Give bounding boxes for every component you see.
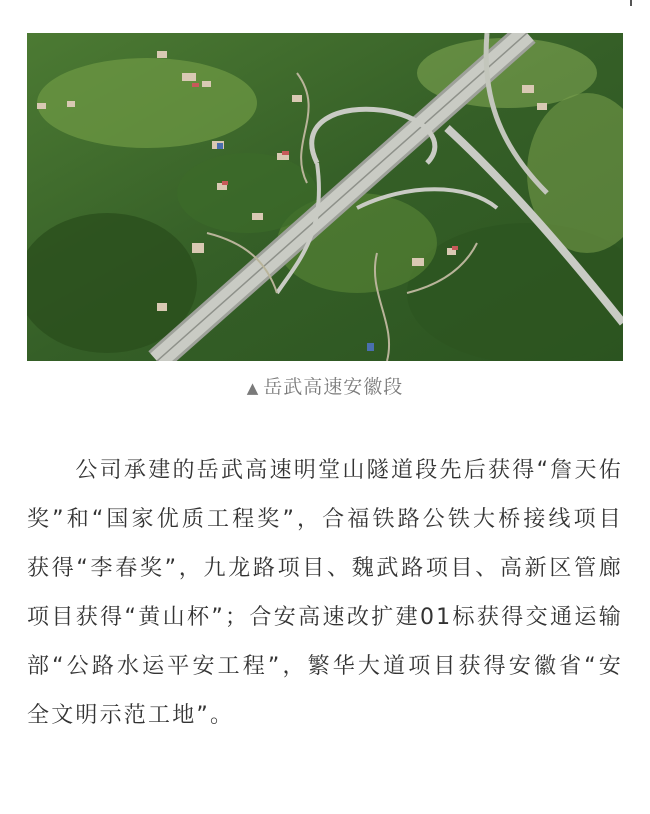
previous-content-edge [0,0,650,12]
caption-text: 岳武高速安徽段 [263,376,404,398]
scroll-indicator [630,0,632,6]
triangle-up-icon: ▲ [246,379,260,397]
photo-caption [0,371,650,403]
aerial-illustration [27,33,623,361]
article-paragraph: 公司承建的岳武高速明堂山隧道段先后获得“詹天佑奖”和“国家优质工程奖”，合福铁路公铁大桥接线项目获得“李春奖”，九龙路项目、魏武路项目、高新区管廊项目获得“黄山杯”；合安高速改扩建01标获得交通运输部“公路水运平安工程”，繁华大道项目获得安徽省“安全文明示范工地”。 [27,458,623,728]
highway-aerial-photo [27,33,623,361]
